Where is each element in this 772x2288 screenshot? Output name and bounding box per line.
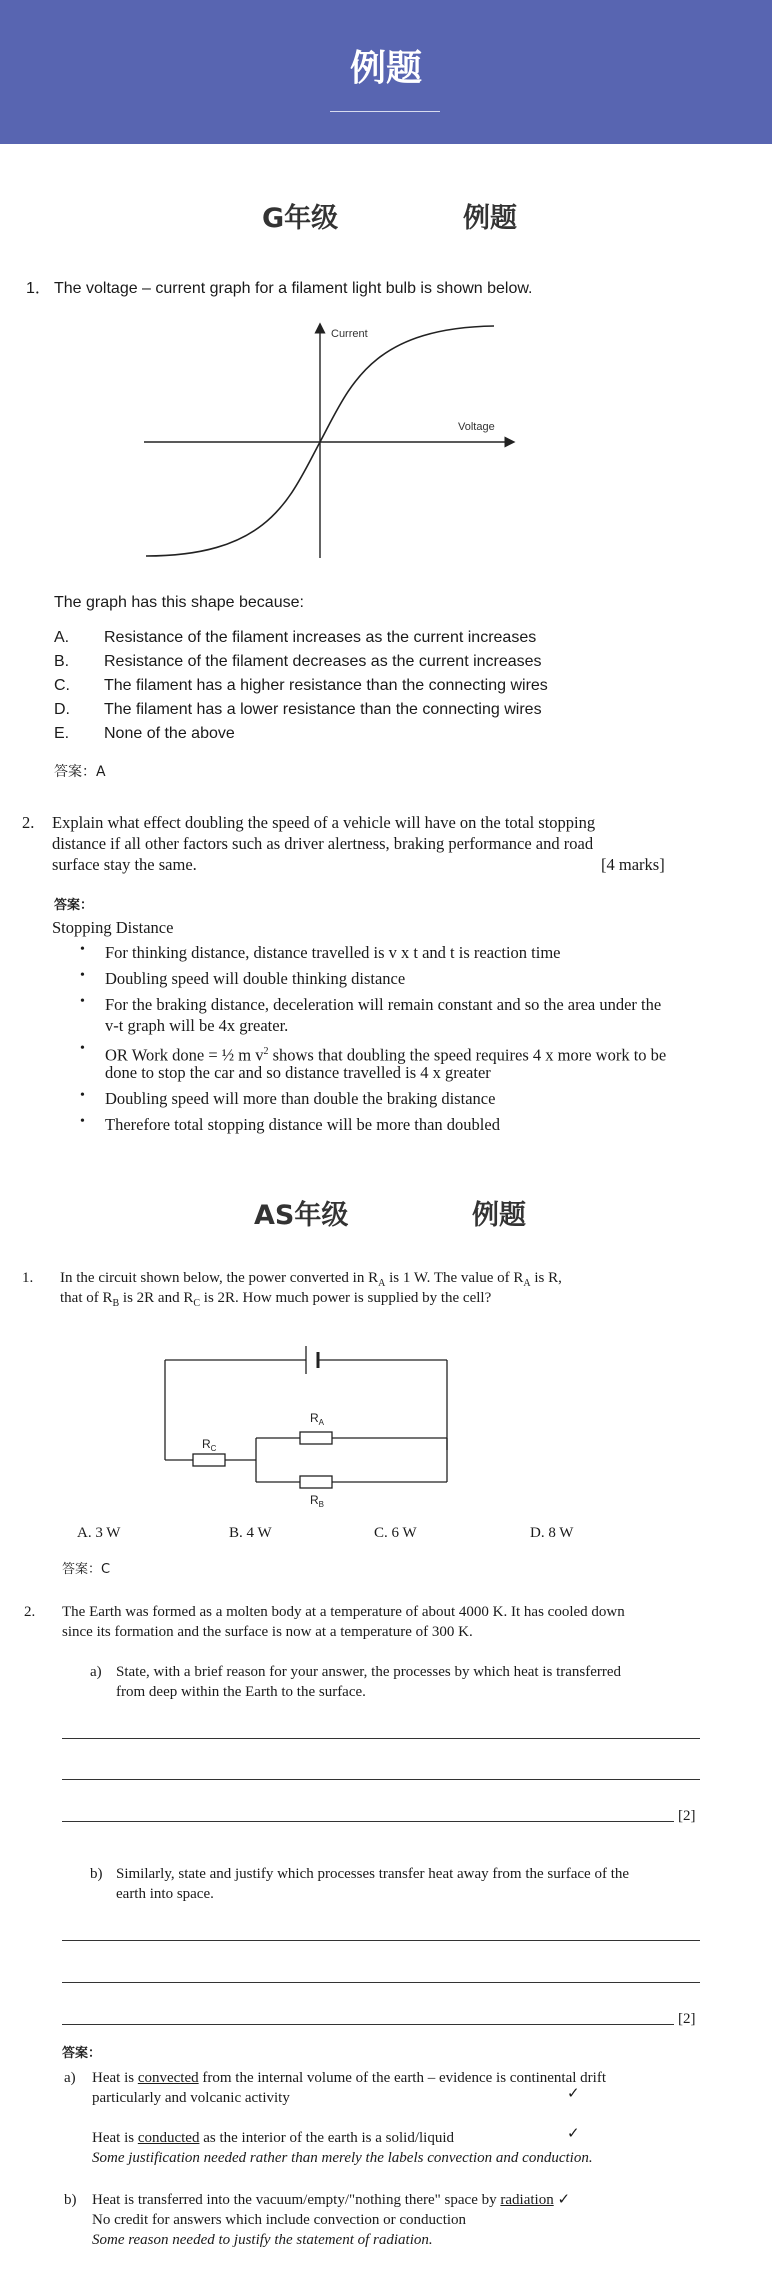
q2-answer-label: 答案： [54,898,94,913]
ans-a-line3 [92,2128,454,2148]
q2-bullet-4-b: shows that doubling the speed requires 4 x more work to be [268,1045,667,1065]
q1-option-a-letter: A. [54,629,70,646]
q1-option-c-letter: C. [54,677,70,694]
q1-option-e: None of the above [104,725,235,742]
as1-line1-a: In the circuit shown below, the power converted in R [60,1270,379,1286]
section-as-label: 例题 [472,1200,526,1231]
q1-option-c: The filament has a higher resistance than the connecting wires [104,677,548,694]
as1-option-c: C. 6 W [374,1525,417,1541]
x-axis-label: Voltage [458,421,495,433]
ans-b-line1-underlined: radiation [500,2192,554,2208]
as2-b-label: b) [90,1866,103,1882]
as1-line2-sub: B [112,1298,120,1309]
as1-line2-a: that of R [60,1290,113,1306]
resistor-c [193,1454,225,1466]
as1-line2-sub2: C [193,1298,201,1309]
as1-answer: 答案：C [62,1562,111,1577]
as1-line1-b: is 1 W. The value of R [385,1270,524,1286]
ans-a-line1 [92,2068,606,2088]
resistor-a [300,1432,332,1444]
as2-a-line1: State, with a brief reason for your answer, the processes by which heat is transferred [116,1664,622,1680]
q1-text: The voltage – current graph for a filament light bulb is shown below. [54,280,533,297]
bullet-dot: • [80,1041,85,1056]
label-rb: $R_B$ [310,1493,325,1509]
q2-bullet-3: For the braking distance, deceleration will remain constant and so the area under the [105,995,662,1014]
ans-b-line1-pre: Heat is transferred into the vacuum/empty/"nothing there" space by [92,2192,501,2208]
q2-bullet-4-cont: done to stop the car and so distance travelled is 4 x greater [105,1063,491,1082]
answer-line [62,1738,700,1739]
q2-bullet-6: Therefore total stopping distance will be more than doubled [105,1115,500,1134]
ans-a-label: a) [64,2070,76,2086]
section-as-grade: AS年级 [254,1200,349,1231]
as2-marks-a: [2] [678,1808,696,1824]
answer-line [62,2024,674,2025]
check-icon: ✓ [567,2126,580,2142]
ans-b-line1 [92,2190,570,2210]
answer-line [62,1982,700,1983]
q2-line1: Explain what effect doubling the speed of a vehicle will have on the total stopping [52,813,596,832]
ans-a-line3-underlined: conducted [137,2130,200,2146]
as1-line2-b: is 2R and R [119,1290,194,1306]
as2-line2: since its formation and the surface is now at a temperature of 300 K. [62,1624,473,1640]
section-g-label: 例题 [463,203,517,234]
bullet-dot: • [80,968,85,983]
ans-a-line4: Some justification needed rather than merely the labels convection and conduction. [92,2150,593,2166]
title-underline [330,111,440,112]
as2-line1: The Earth was formed as a molten body at a temperature of about 4000 K. It has cooled down [62,1604,625,1620]
q2-bullet-1: For thinking distance, distance travelled is v x t and t is reaction time [105,943,561,962]
answer-line [62,1779,700,1780]
page-title: 例题 [349,48,422,89]
q2-line3: surface stay the same. [52,855,197,874]
q1-number: 1． [26,280,51,297]
as2-answer-label: 答案： [62,2046,102,2061]
check-icon: ✓ [557,2192,571,2208]
q2-bullet-5: Doubling speed will more than double the braking distance [105,1089,496,1108]
q1-option-b-letter: B. [54,653,70,670]
bullet-dot: • [80,994,85,1009]
ans-b-label: b) [64,2192,77,2208]
as2-number: 2. [24,1604,36,1620]
q2-bullet-3-cont: v-t graph will be 4x greater. [105,1016,289,1035]
q1-prompt: The graph has this shape because: [54,594,304,611]
as2-a-label: a) [90,1664,102,1680]
as1-line1-c: is R, [530,1270,562,1286]
bullet-dot: • [80,1088,85,1103]
as1-option-d: D. 8 W [530,1525,574,1541]
q2-marks: [4 marks] [601,855,665,874]
as1-line1-sub: A [378,1278,386,1289]
as1-line2 [60,1288,491,1314]
bullet-dot: • [80,942,85,957]
q1-answer: 答案：A [54,764,106,780]
label-rc: $R_C$ [202,1437,217,1453]
circuit-diagram [158,1332,458,1512]
q2-number: 2. [22,813,35,832]
resistor-b [300,1476,332,1488]
section-g-grade: G年级 [262,203,339,234]
label-ra: $R_A$ [310,1411,325,1427]
q1-option-e-letter: E. [54,725,70,742]
ans-b-line3: Some reason needed to justify the statement of radiation. [92,2232,433,2248]
y-axis-label: Current [331,328,368,340]
ans-a-line3-post: as the interior of the earth is a solid/liquid [199,2130,454,2146]
as1-option-a: A. 3 W [77,1525,121,1541]
q1-option-d: The filament has a lower resistance than the connecting wires [104,701,542,718]
q1-option-d-letter: D. [54,701,70,718]
q2-bullet-4-sup: 2 [263,1046,269,1057]
as1-option-b: B. 4 W [229,1525,272,1541]
q2-bullet-2: Doubling speed will double thinking distance [105,969,406,988]
as2-a-line2: from deep within the Earth to the surface. [116,1684,366,1700]
bullet-dot: • [80,1114,85,1129]
ans-a-line1-pre: Heat is [92,2070,138,2086]
iv-graph [140,318,520,566]
answer-line [62,1940,700,1941]
check-icon: ✓ [567,2086,580,2102]
q1-option-b: Resistance of the filament decreases as the current increases [104,653,542,670]
answer-line [62,1821,674,1822]
q2-bullet-4-a: OR Work done = ½ m v [105,1045,264,1065]
ans-a-line1-post: from the internal volume of the earth – evidence is continental drift [198,2070,606,2086]
ans-a-line1-underlined: convected [137,2070,199,2086]
q1-option-a: Resistance of the filament increases as the current increases [104,629,537,646]
as2-b-line1: Similarly, state and justify which processes transfer heat away from the surface of the [116,1866,630,1882]
as2-b-line2: earth into space. [116,1886,214,1902]
q2-subhead: Stopping Distance [52,918,174,937]
ans-a-line2: particularly and volcanic activity [92,2090,290,2106]
ans-a-line3-pre: Heat is [92,2130,138,2146]
as1-line2-c: is 2R. How much power is supplied by the cell? [200,1290,492,1306]
ans-b-line2: No credit for answers which include convection or conduction [92,2212,467,2228]
as1-line1-sub2: A [523,1278,531,1289]
as2-marks-b: [2] [678,2011,696,2027]
header-banner [0,0,772,144]
q2-line2: distance if all other factors such as driver alertness, braking performance and road [52,834,594,853]
as1-number: 1. [22,1270,34,1286]
